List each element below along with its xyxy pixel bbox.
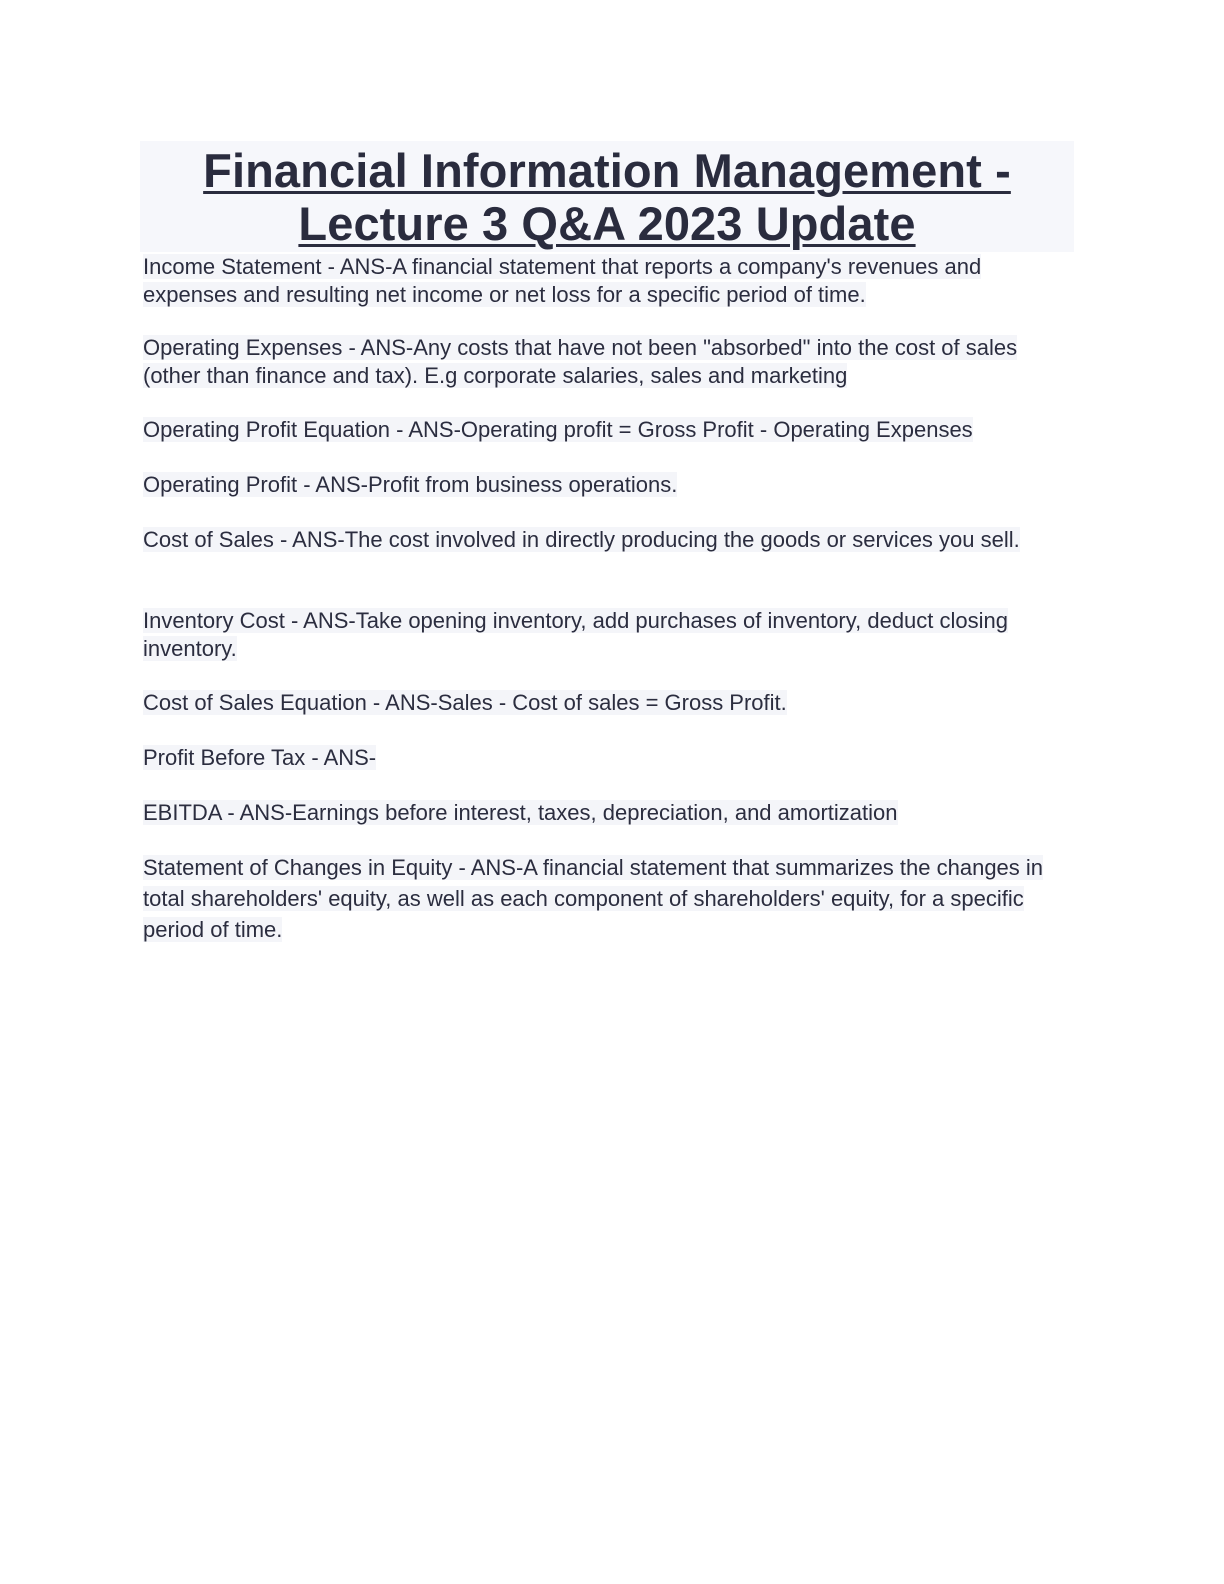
qa-entry-text: Cost of Sales - ANS-The cost involved in directly producing the goods or services you sell. <box>143 527 1020 552</box>
qa-entry-statement-of-changes-in-equity <box>143 852 1073 945</box>
qa-entry-text: Operating Expenses - ANS-Any costs that have not been "absorbed" into the cost of sales (other than finance and tax). E.g corporate salaries, sales and marketing <box>143 335 1018 388</box>
qa-entry-ebitda <box>143 799 1073 827</box>
qa-entry-operating-profit-equation <box>143 416 1073 444</box>
qa-entry-cost-of-sales-equation <box>143 689 1073 717</box>
qa-entry-income-statement <box>143 253 1073 308</box>
qa-entry-text: Operating Profit - ANS-Profit from business operations. <box>143 472 678 497</box>
qa-entry-text: Inventory Cost - ANS-Take opening inventory, add purchases of inventory, deduct closing inventory. <box>143 608 1008 661</box>
qa-entry-operating-profit <box>143 471 1073 499</box>
title-line-2: Lecture 3 Q&A 2023 Update <box>298 197 916 250</box>
qa-entry-text: EBITDA - ANS-Earnings before interest, taxes, depreciation, and amortization <box>143 800 898 825</box>
qa-entry-inventory-cost <box>143 607 1073 662</box>
qa-entry-text: Operating Profit Equation - ANS-Operating profit = Gross Profit - Operating Expenses <box>143 417 973 442</box>
qa-entry-operating-expenses <box>143 334 1073 389</box>
qa-entry-profit-before-tax <box>143 744 1073 772</box>
title-line-1: Financial Information Management - <box>203 144 1011 197</box>
qa-entry-text: Cost of Sales Equation - ANS-Sales - Cost of sales = Gross Profit. <box>143 690 787 715</box>
qa-entry-text: Profit Before Tax - ANS- <box>143 745 377 770</box>
qa-entry-text: Statement of Changes in Equity - ANS-A financial statement that summarizes the changes in total shareholders' equity, as well as each component of shareholders' equity, for a specific period of time. <box>143 855 1044 942</box>
qa-entry-cost-of-sales <box>143 526 1073 554</box>
qa-entry-text: Income Statement - ANS-A financial statement that reports a company's revenues and expenses and resulting net income or net loss for a specific period of time. <box>143 254 982 307</box>
document-title <box>140 141 1074 252</box>
